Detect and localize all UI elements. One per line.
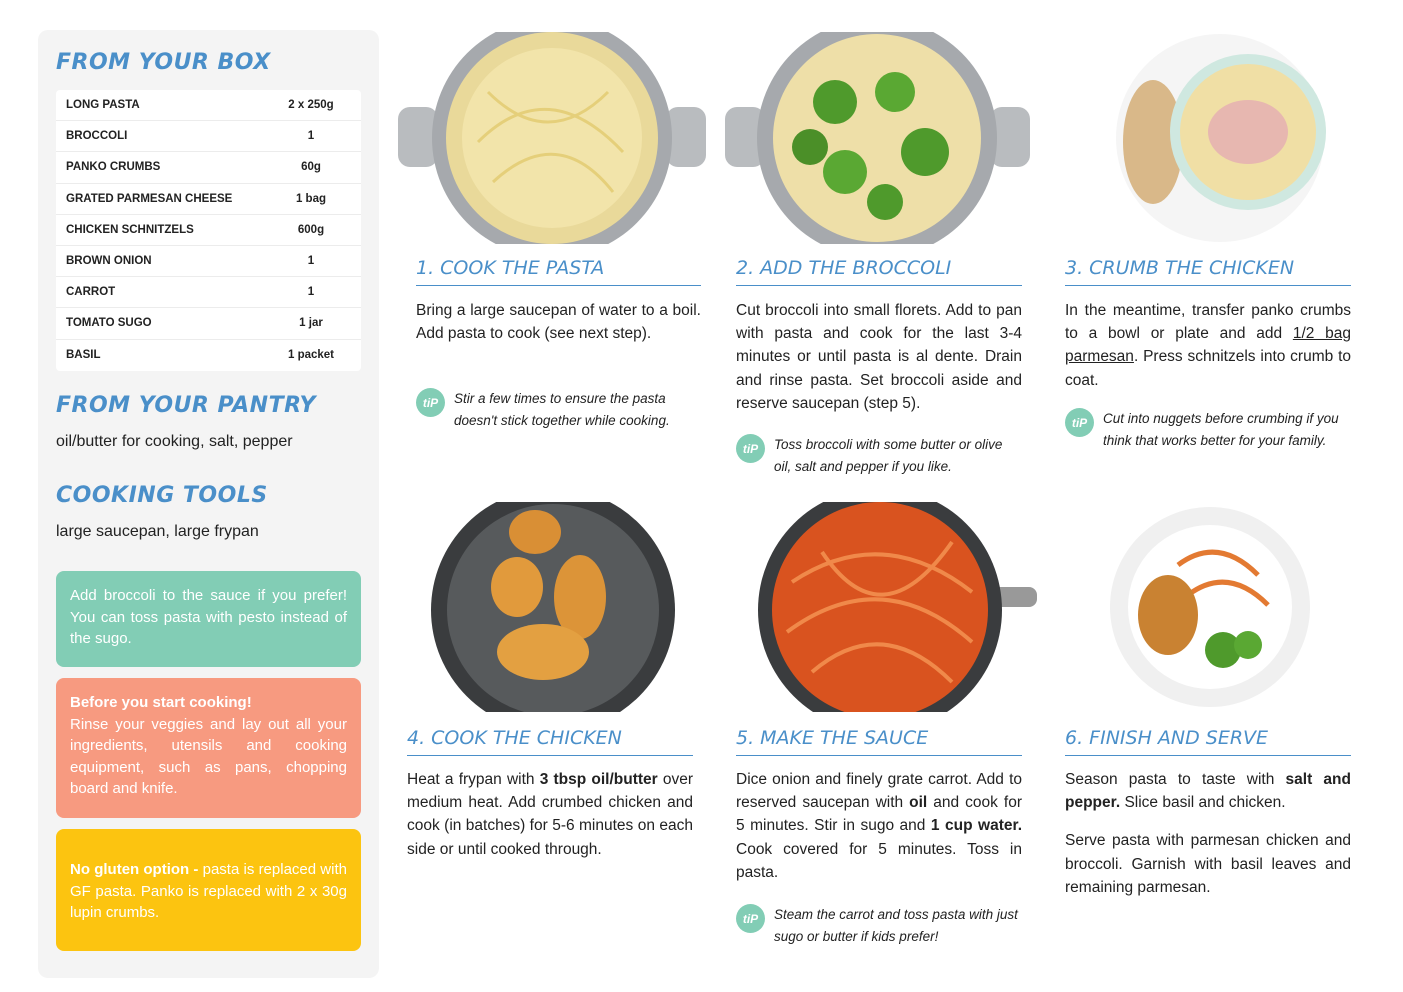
body-text: Slice basil and chicken.: [1120, 794, 1286, 812]
step-1-tip: [416, 388, 701, 432]
callout-text: Add broccoli to the sauce if you prefer! You can toss pasta with pesto instead of the sugo.: [70, 587, 347, 647]
tip-badge: tiP: [736, 904, 765, 933]
step-2-tip: [736, 434, 1022, 478]
crumb-chicken-photo: [1108, 32, 1333, 244]
body-text: Cook covered for 5 minutes. Toss in pasta.: [736, 840, 1022, 881]
ingredient-qty: 1 packet: [287, 349, 335, 362]
body-text: In the meantime, transfer panko crumbs to a bowl or plate and add: [1065, 302, 1351, 343]
step-5-body: [736, 768, 1022, 884]
body-text: and cook for 5 minutes. Stir in sugo and: [736, 794, 1023, 835]
ingredient-qty: 1 bag: [295, 192, 327, 205]
ingredient-qty: 1: [307, 286, 315, 299]
ingredient-name: BROWN ONION: [66, 255, 152, 268]
ingredient-name: BASIL: [66, 349, 101, 362]
callout-text: Rinse your veggies and lay out all your ingredients, utensils and cooking equipment, such as pans, chopping board and knife.: [70, 715, 347, 797]
step-5-tip: [736, 904, 1022, 948]
ingredient-name: TOMATO SUGO: [66, 317, 152, 330]
body-bold: 1 cup water.: [930, 817, 1022, 835]
step-3-tip: [1065, 408, 1351, 452]
pantry-text: oil/butter for cooking, salt, pepper: [56, 433, 293, 450]
tip-badge: tiP: [1065, 408, 1094, 437]
ingredient-qty: 2 x 250g: [288, 99, 334, 112]
body-bold: oil: [909, 794, 928, 812]
body-bold: 3 tbsp oil/butter: [539, 771, 658, 788]
ingredient-name: PANKO CRUMBS: [66, 161, 161, 174]
ingredient-row: [56, 121, 361, 152]
callout-title: No gluten option -: [70, 861, 199, 878]
pantry-heading: FROM YOUR PANTRY: [56, 393, 316, 418]
step-1-body: Bring a large saucepan of water to a boil. Add pasta to cook (see next step).: [416, 302, 701, 343]
served-plate-photo: [1108, 505, 1313, 710]
body-paragraph: [1065, 768, 1351, 814]
step-6-title: 6. FINISH AND SERVE: [1065, 727, 1351, 756]
pasta-pot-photo: [398, 32, 706, 244]
tip-text: Toss broccoli with some butter or olive oil, salt and pepper if you like.: [774, 437, 1003, 474]
step-5-title: 5. MAKE THE SAUCE: [736, 727, 1022, 756]
ingredient-row: [56, 277, 361, 308]
step-4-body: [407, 768, 693, 861]
ingredients-table: [56, 90, 361, 371]
step-2-title: 2. ADD THE BROCCOLI: [736, 257, 1022, 286]
ingredient-name: CHICKEN SCHNITZELS: [66, 223, 194, 236]
body-text: . Press schnitzels into crumb to coat.: [1065, 348, 1351, 389]
sauce-pan-photo: [752, 502, 1037, 712]
tip-text: Stir a few times to ensure the pasta doesn't stick together while cooking.: [454, 391, 670, 428]
step-1-title: 1. COOK THE PASTA: [416, 257, 701, 286]
ingredient-qty: 1: [307, 130, 315, 143]
body-text: over medium heat. Add crumbed chicken and cook (in batches) for 5-6 minutes on each side or until cooked through.: [407, 771, 693, 858]
ingredient-row: [56, 215, 361, 246]
ingredient-row: [56, 246, 361, 277]
body-paragraph: Serve pasta with parmesan chicken and broccoli. Garnish with basil leaves and remaining parmesan.: [1065, 832, 1351, 896]
tools-text: large saucepan, large frypan: [56, 523, 259, 540]
step-3-title: 3. CRUMB THE CHICKEN: [1065, 257, 1351, 286]
tools-heading: COOKING TOOLS: [56, 483, 268, 508]
ingredient-name: GRATED PARMESAN CHEESE: [66, 192, 233, 205]
body-underline: 1/2 bag parmesan: [1065, 325, 1352, 366]
body-text: Heat a frypan with: [407, 771, 540, 788]
ingredient-row: [56, 152, 361, 183]
ingredient-row: [56, 90, 361, 121]
ingredient-qty: 1: [307, 255, 315, 268]
prep-callout: [56, 678, 361, 818]
body-text: Season pasta to taste with: [1065, 771, 1286, 788]
box-heading: FROM YOUR BOX: [56, 50, 271, 75]
broccoli-callout: [56, 571, 361, 667]
ingredient-name: BROCCOLI: [66, 130, 128, 143]
tip-text: Cut into nuggets before crumbing if you think that works better for your family.: [1103, 411, 1339, 448]
ingredient-row: [56, 308, 361, 339]
callout-text: pasta is replaced with GF pasta. Panko is replaced with 2 x 30g lupin crumbs.: [70, 861, 347, 921]
broccoli-pot-photo: [725, 32, 1030, 244]
ingredient-qty: 60g: [301, 161, 321, 174]
ingredient-qty: 1 jar: [299, 317, 323, 330]
step-3-body: [1065, 299, 1351, 392]
gluten-callout: [56, 829, 361, 951]
ingredient-row: [56, 340, 361, 371]
step-4-title: 4. COOK THE CHICKEN: [407, 727, 693, 756]
tip-badge: tiP: [736, 434, 765, 463]
callout-title: Before you start cooking!: [70, 694, 252, 711]
ingredient-name: CARROT: [66, 286, 116, 299]
step-6-body: [1065, 768, 1351, 899]
ingredient-row: [56, 184, 361, 215]
body-text: Dice onion and finely grate carrot. Add to reserved saucepan with: [736, 771, 1022, 812]
frying-chicken-photo: [425, 502, 685, 712]
tip-badge: tiP: [416, 388, 445, 417]
body-bold: salt and pepper.: [1065, 771, 1351, 812]
ingredient-name: LONG PASTA: [66, 99, 140, 112]
ingredient-qty: 600g: [297, 223, 325, 236]
tip-text: Steam the carrot and toss pasta with just sugo or butter if kids prefer!: [774, 907, 1018, 944]
step-2-body: Cut broccoli into small florets. Add to pan with pasta and cook for the last 3-4 minutes or until pasta is al dente. Drain and rinse pasta. Set broccoli aside and reserve saucepan (step 5).: [736, 302, 1022, 412]
